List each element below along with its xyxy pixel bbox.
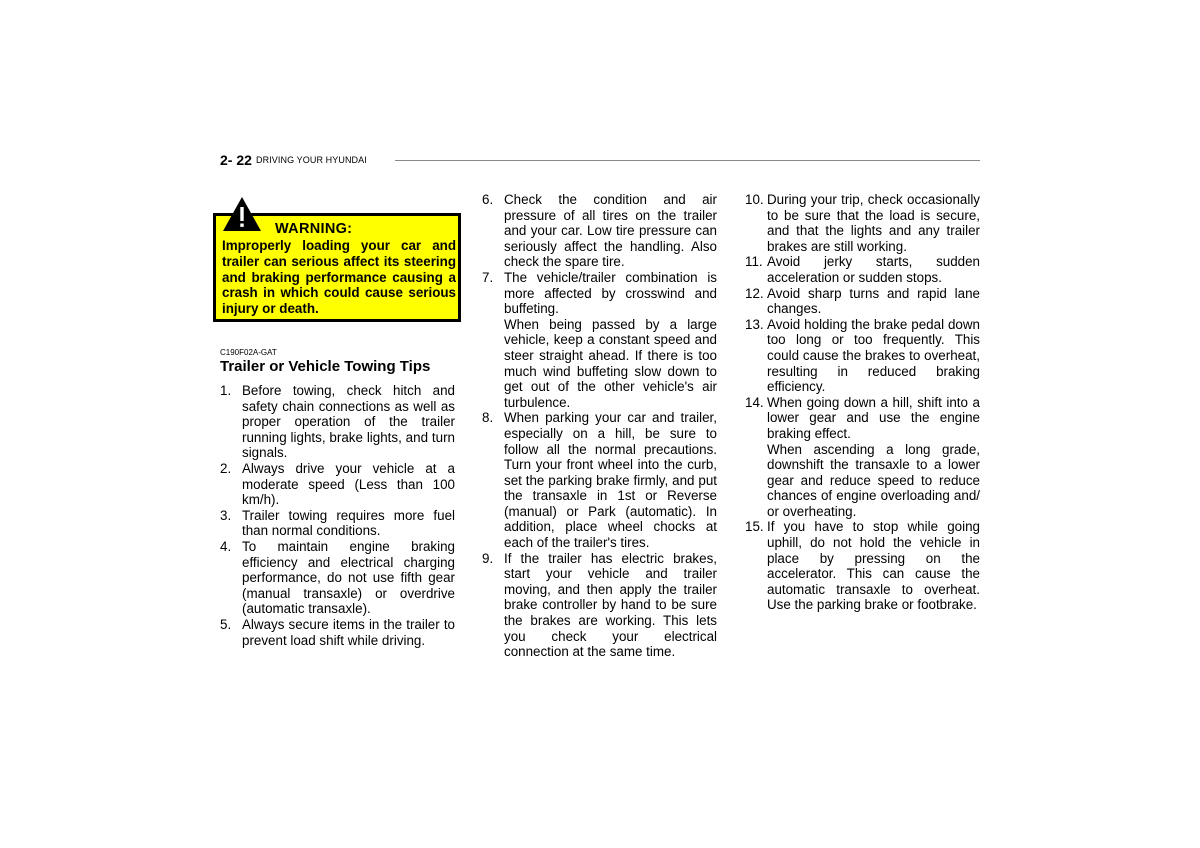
steps-list-1 — [220, 383, 455, 648]
steps-list-2 — [482, 192, 717, 660]
list-item-number: 10. — [745, 192, 764, 207]
list-item-text: Avoid jerky starts, sudden acceleration or sudden stops. — [767, 254, 980, 285]
list-item — [745, 254, 980, 285]
list-item-number: 5. — [220, 616, 232, 632]
list-item-number: 14. — [745, 394, 764, 410]
list-item-number: 12. — [745, 285, 764, 301]
list-item — [745, 286, 980, 317]
column-3 — [745, 192, 980, 613]
list-item-number: 2. — [220, 460, 232, 476]
list-item-number: 6. — [482, 192, 494, 207]
list-item-text: If you have to stop while going uphill, do not hold the vehicle in place by pressing on the accelerator. This can cause the automatic transaxle to overheat. Use the parking brake or footbrake. — [767, 519, 980, 613]
list-item-text-continued: When being passed by a large vehicle, keep a constant speed and steer straight ahead. If there is too much wind buffeting slow down to get out of the other vehicle's air turbulence. — [504, 316, 717, 410]
list-item-text: Avoid holding the brake pedal down too long or too frequently. This could cause the brakes to overheat, resulting in reduced braking efficiency. — [767, 316, 980, 395]
column-2 — [482, 192, 717, 660]
column-1 — [220, 383, 455, 648]
list-item-number: 13. — [745, 316, 764, 332]
section-code: C190F02A-GAT — [220, 348, 277, 357]
list-item-number: 9. — [482, 550, 494, 566]
list-item — [220, 617, 455, 648]
section-title: Trailer or Vehicle Towing Tips — [220, 358, 431, 375]
list-item-number: 1. — [220, 383, 232, 398]
list-item-text-continued: When ascending a long grade, downshift the transaxle to a lower gear and reduce speed to reduce chances of engine overloading and/ or overheating. — [767, 441, 980, 519]
list-item-number: 7. — [482, 269, 494, 285]
list-item — [745, 192, 980, 254]
list-item-number: 3. — [220, 507, 232, 523]
list-item — [482, 192, 717, 270]
header-divider — [395, 160, 980, 161]
list-item-text: Always secure items in the trailer to prevent load shift while driving. — [242, 616, 455, 648]
warning-triangle-icon — [222, 196, 262, 232]
list-item — [482, 410, 717, 550]
list-item-text: During your trip, check occasionally to be sure that the load is secure, and that the lights and any trailer brakes are still working. — [767, 192, 980, 254]
list-item — [220, 383, 455, 461]
list-item-text: When going down a hill, shift into a lower gear and use the engine braking effect. — [767, 394, 980, 441]
steps-list-3 — [745, 192, 980, 613]
list-item-text: When parking your car and trailer, especially on a hill, be sure to follow all the normal precautions. Turn your front wheel into the curb, set the parking brake firmly, and put the transaxle in 1st or Reverse (manual) or Park (automatic). In addition, place wheel chocks at each of the trailer's tires. — [504, 410, 717, 551]
list-item — [220, 461, 455, 508]
list-item-text: If the trailer has electric brakes, start your vehicle and trailer moving, and then apply the trailer brake controller by hand to be sure the brakes are working. This lets you check your electrical connection at the same time. — [504, 550, 717, 660]
list-item — [220, 539, 455, 617]
warning-title: WARNING: — [275, 221, 353, 237]
list-item-text: Avoid sharp turns and rapid lane changes. — [767, 285, 980, 317]
list-item-text: To maintain engine braking efficiency and electrical charging performance, do not use fifth gear (manual transaxle) or overdrive (automatic transaxle). — [242, 538, 455, 617]
list-item-number: 4. — [220, 538, 232, 554]
list-item-number: 8. — [482, 410, 494, 426]
list-item-number: 11. — [745, 254, 763, 270]
list-item — [482, 551, 717, 660]
page-header — [220, 152, 980, 170]
list-item-text: Always drive your vehicle at a moderate speed (Less than 100 km/h). — [242, 460, 455, 508]
header-section-name: DRIVING YOUR HYUNDAI — [256, 155, 367, 165]
warning-text: Improperly loading your car and trailer can serious affect its steering and braking performance causing a crash in which could cause serious injury or death. — [222, 238, 456, 317]
list-item — [745, 395, 980, 520]
list-item-text: Before towing, check hitch and safety chain connections as well as proper operation of the trailer running lights, brake lights, and turn signals. — [242, 383, 455, 461]
list-item-number: 15. — [745, 519, 764, 535]
list-item — [745, 519, 980, 613]
page-number: 2- 22 — [220, 152, 252, 168]
list-item-text: Trailer towing requires more fuel than normal conditions. — [242, 507, 455, 539]
list-item — [220, 508, 455, 539]
list-item — [482, 270, 717, 410]
list-item-text: The vehicle/trailer combination is more affected by crosswind and buffeting. — [504, 269, 717, 317]
list-item — [745, 317, 980, 395]
list-item-text: Check the condition and air pressure of all tires on the trailer and your car. Low tire pressure can seriously affect the handling. Also check the spare tire. — [504, 192, 717, 270]
